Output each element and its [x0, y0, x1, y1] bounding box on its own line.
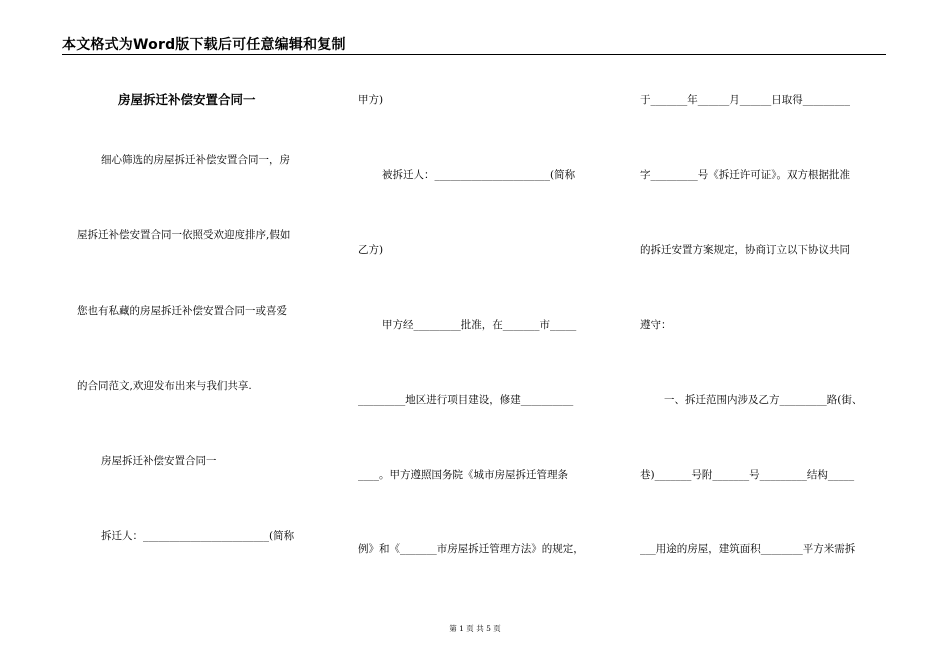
paragraph-line: 于_______年______月______日取得_________ [640, 94, 850, 106]
paragraph-line: 您也有私藏的房屋拆迁补偿安置合同一或喜爱 [77, 305, 287, 317]
paragraph-line: 乙方) [358, 244, 384, 256]
paragraph-line: 一、拆迁范围内涉及乙方_________路(街、 [664, 394, 863, 406]
paragraph-line: 拆迁人：________________________(简称 [101, 530, 295, 542]
page-number: 第 1 页 共 5 页 [449, 624, 501, 633]
section-heading: 房屋拆迁补偿安置合同一 [101, 455, 217, 467]
paragraph-line: 遵守： [640, 319, 672, 331]
paragraph-line: 的拆迁安置方案规定，协商订立以下协议共同 [640, 244, 850, 256]
document-header [62, 34, 886, 55]
header-text: 本文格式为Word版下载后可任意编辑和复制 [62, 37, 346, 53]
paragraph-line: 屋拆迁补偿安置合同一依照受欢迎度排序,假如 [77, 229, 291, 241]
paragraph-line: 细心筛选的房屋拆迁补偿安置合同一，房 [101, 154, 290, 166]
paragraph-line: _________地区进行项目建设，修建__________ [358, 394, 574, 406]
paragraph-line: 的合同范文,欢迎发布出来与我们共享. [77, 380, 252, 392]
paragraph-line: 例》和《_______市房屋拆迁管理方法》的规定， [358, 543, 584, 555]
paragraph-line: 字_________号《拆迁许可证》。双方根据批准 [640, 169, 850, 181]
paragraph-line: 巷)_______号附_______号_________结构_____ [640, 469, 855, 481]
paragraph-line: ____。甲方遵照国务院《城市房屋拆迁管理条 [358, 469, 568, 481]
paragraph-line: 甲方) [358, 94, 384, 106]
paragraph-line: 甲方经_________批准，在_______市_____ [382, 319, 577, 331]
paragraph-line: 被拆迁人：______________________(简称 [382, 169, 576, 181]
paragraph-line: ___用途的房屋，建筑面积________平方米需拆 [640, 543, 856, 555]
document-title: 房屋拆迁补偿安置合同一 [118, 92, 256, 107]
